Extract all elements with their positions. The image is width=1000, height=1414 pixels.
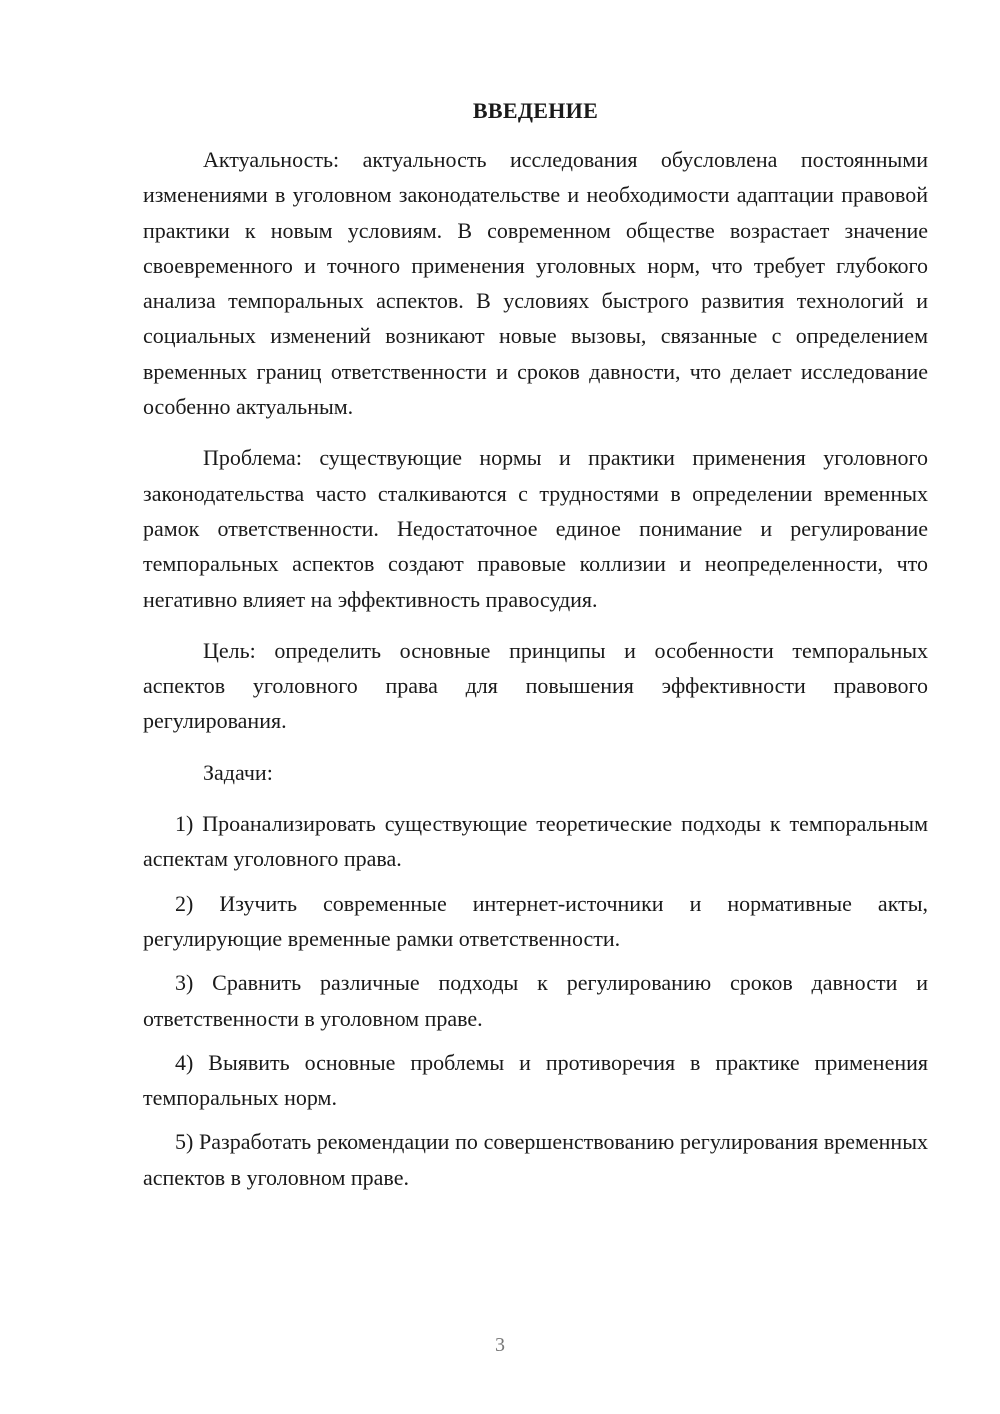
task-item: 5) Разработать рекомендации по совершенствованию регулирования временных аспектов в уголовном праве. [143,1129,928,1190]
page-number: 3 [495,1334,505,1356]
tasks-label: Задачи: [203,759,273,785]
section-heading: ВВЕДЕНИЕ [472,98,599,123]
task-item: 3) Сравнить различные подходы к регулированию сроков давности и ответственности в уголовном праве. [143,970,928,1031]
task-item: 4) Выявить основные проблемы и противоречия в практике применения темпоральных норм. [143,1049,928,1111]
goal-paragraph: Цель: определить основные принципы и особенности темпоральных аспектов уголовного права для повышения эффективности правового регулирования. [143,637,928,734]
relevance-paragraph: Актуальность: актуальность исследования обусловлена постоянными изменениями в уголовном законодательстве и необходимости адаптации правовой практики к новым условиям. В современном обществе возрастает значение своевременного и точного применения уголовных норм, что требует глубокого анализа темпоральных аспектов. В условиях быстрого развития технологий и социальных изменений возникают новые вызовы, связанные с определением временных границ ответственности и сроков давности, что делает исследование особенно актуальным. [143,147,928,420]
task-item: 1) Проанализировать существующие теоретические подходы к темпоральным аспектам уголовного права. [143,811,928,872]
task-item: 2) Изучить современные интернет-источники и нормативные акты, регулирующие временные рамки ответственности. [143,890,928,951]
document-page [143,96,928,1204]
tasks-list [143,806,928,1195]
problem-paragraph: Проблема: существующие нормы и практики применения уголовного законодательства часто сталкиваются с трудностями в определении временных рамок ответственности. Недостаточное единое понимание и регулирование темпоральных аспектов создают правовые коллизии и неопределенности, что негативно влияет на эффективность правосудия. [143,445,928,612]
